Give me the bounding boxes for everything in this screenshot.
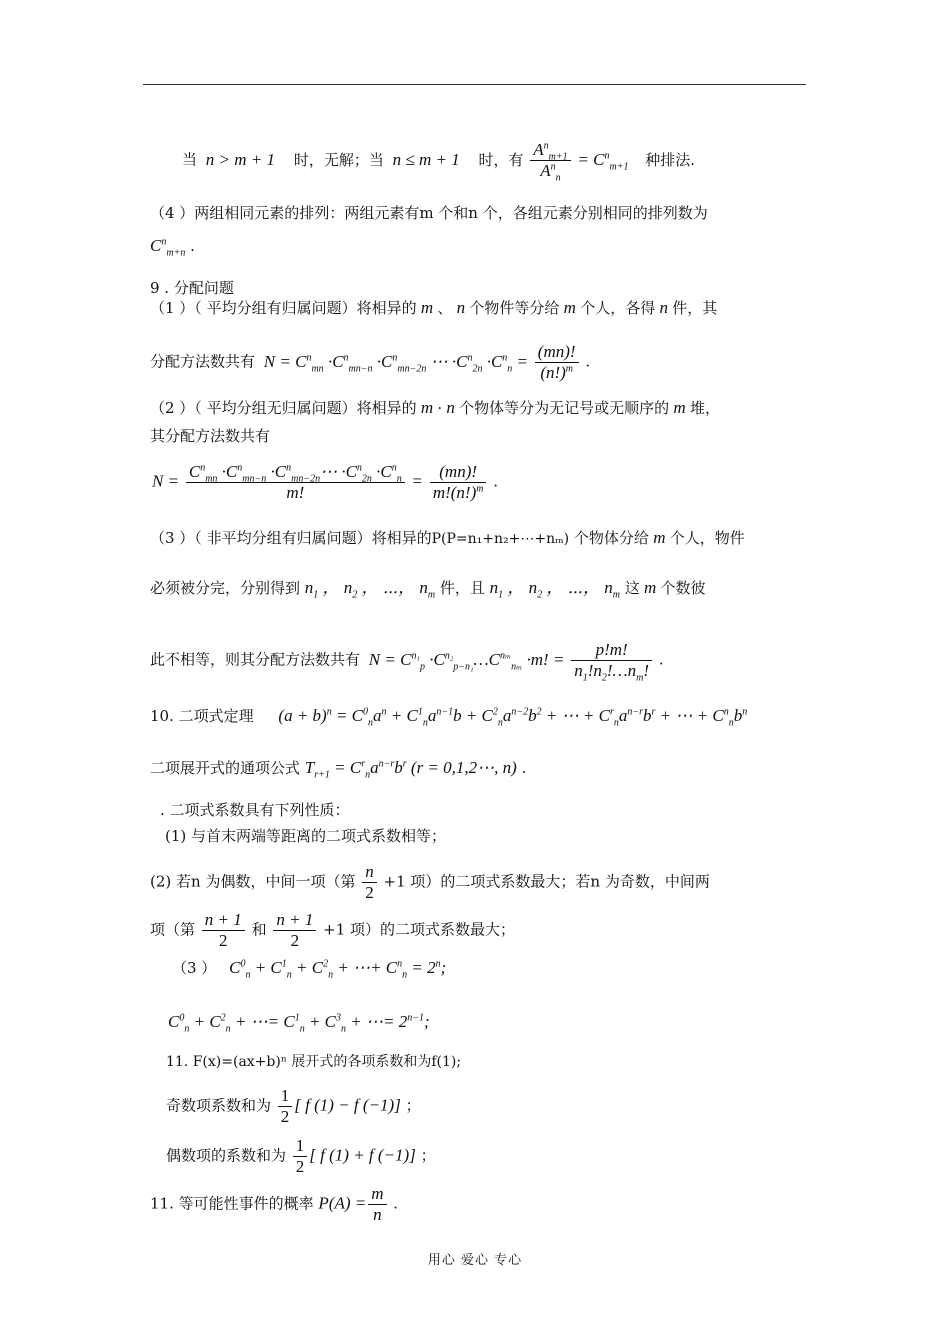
page-footer: 用心 爱心 专心 — [427, 1253, 523, 1268]
sec10-pr2: (2) 若n 为偶数，中间一项（第 $\frac{n}{2}$ +1 项）的二项式系数最大；若n 为奇数，中间两 — [150, 862, 710, 902]
sec11a-even: 偶数项的系数和为 $\frac{1}{2}$ [ f (1) + f (−1)] ； — [166, 1136, 436, 1176]
formula-perm-fraction: $\frac{A^n_{m+1}}{A^n_n}$ — [530, 140, 570, 181]
text-when: 当 — [182, 150, 198, 169]
sec9-title: 9 . 分配问题 — [150, 279, 234, 297]
text-have: 时，有 — [478, 150, 524, 169]
header-rule — [143, 84, 806, 85]
item4-formula: $C^n_{m+n}$ . — [150, 236, 195, 259]
sec10-pr2-cont: 项（第 $\frac{n + 1}{2}$ 和 $\frac{n + 1}{2}$ +1 项）的二项式系数最大； — [150, 910, 516, 950]
sec9-p3-cont: 必须被分完，分别得到 $n_1$ ， $n_2$ ， ⋯， $n_m$ 件，且 $n_1$ ， $n_2$ ， ⋯， $n_m$ 这 m 个数彼 — [150, 578, 706, 601]
sec9-p2-formula: N = $\frac{C^n_{mn} \cdot C^n_{mn-n} \cdot C^n_{mn-2n}\cdots \cdot C^n_{2n} \cdot C^n_n}{m!}$ = $\frac{(mn)!}{m!(n!)^m}$ . — [152, 462, 499, 502]
sec9-p2: （2 ）（ 平均分组无归属问题）将相异的 m · n 个物体等分为无记号或无顺序的 m 堆， — [150, 398, 720, 417]
sec10-props: . 二项式系数具有下列性质： — [160, 801, 350, 819]
sec9-p2-cont: 其分配方法数共有 — [150, 427, 271, 445]
sec11b-title: 11. 等可能性事件的概率 P(A) = $\frac{m}{n}$ . — [150, 1184, 399, 1224]
item4-line: （4 ）两组相同元素的排列：两组元素有m 个和n 个，各组元素分别相同的排列数为 — [150, 204, 708, 222]
sec9-p3: （3 ）（ 非平均分组有归属问题）将相异的P(P=n₁+n₂+⋯+nₘ) 个物体分给 m 个人，物件 — [150, 528, 745, 547]
text-perm-end: 种排法. — [645, 150, 696, 169]
text-nosol: 时，无解；当 — [293, 150, 384, 169]
sec11a-odd: 奇数项系数和为 $\frac{1}{2}$ [ f (1) − f (−1)] ； — [166, 1086, 421, 1126]
formula-cond2: n ≤ m + 1 — [392, 149, 460, 169]
sec10-pr1: (1) 与首末两端等距离的二项式系数相等； — [165, 827, 447, 845]
sec10-pr3-formula: $C^0_n + C^2_n$ + ⋯= $C^1_n + C^3_n$ + ⋯= $2^{n-1}$; — [168, 1012, 430, 1035]
arrange-line — [182, 140, 696, 184]
formula-comb: = $C^n_{m+1}$ — [577, 149, 629, 172]
formula-cond1: n > m + 1 — [205, 149, 276, 169]
sec9-p1: （1 ）（ 平均分组有归属问题）将相异的 m 、 n 个物件等分给 m 个人，各得 n 件，其 — [150, 298, 718, 317]
sec10-general: 二项展开式的通项公式 $T_{r+1} = C^r_na^{n-r}b^r$ (r = 0,1,2⋯, n) . — [150, 758, 527, 781]
item4-end: . — [190, 237, 195, 255]
sec9-p1-formula: 分配方法数共有 $N = C^n_{mn} \cdot C^n_{mn-n} \cdot C^n_{mn-2n}$ ⋯ $\cdot C^n_{2n} \cdot C^n_n$ = $\frac{(mn)!}{(n!)^m}$ . — [150, 342, 591, 382]
sec11a-title: 11. F(x)=(ax+b)ⁿ 展开式的各项系数和为f(1); — [166, 1054, 462, 1070]
sec10-pr3: （3 ） $C^0_n + C^1_n + C^2_n$ + ⋯+ $C^n_n = 2^n$; — [172, 958, 447, 981]
sec10-title: 10. 二项式定理 $(a + b)^n = C^0_na^n + C^1_na^{n-1}b + C^2_na^{n-2}b^2$ + ⋯ + $C^r_na^{n-r}b^r$ + ⋯ + $C^n_nb^n$ — [150, 706, 748, 729]
sec9-p3-formula: 此不相等，则其分配方法数共有 $N = C^{n_1}_p$ $\cdot C^{n_2}_{p-n_1}\dots C^{n_m}_{n_m} \cdot m$! = $\frac{p!m!}{n_1!n_2!\dots n_m!}$ . — [150, 640, 664, 684]
